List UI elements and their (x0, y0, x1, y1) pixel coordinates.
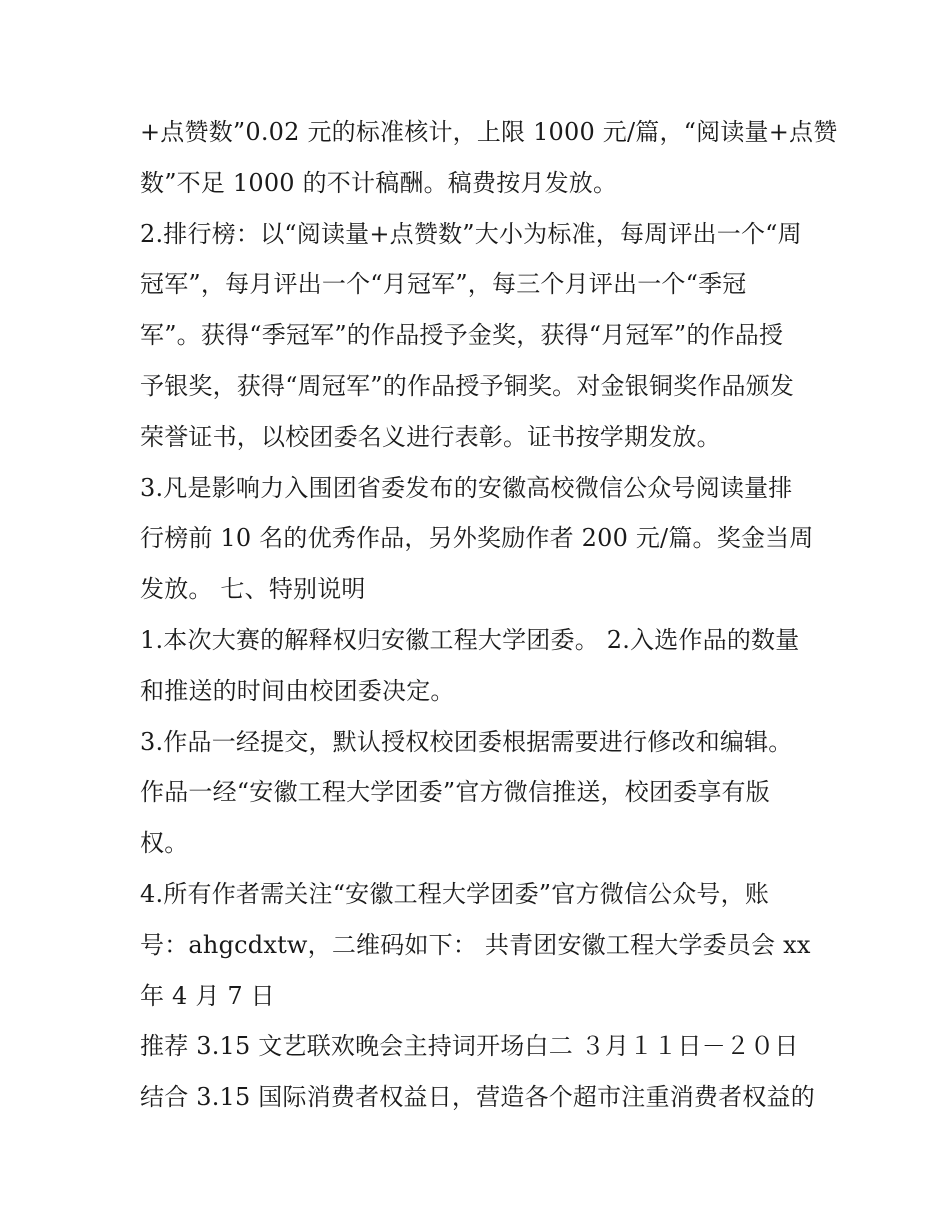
text-line: 4.所有作者需关注“安徽工程大学团委”官方微信公众号，账 (140, 879, 770, 908)
text-line: 数”不足 1000 的不计稿酬。稿费按月发放。 (140, 168, 618, 197)
text-line: 权。 (140, 829, 189, 858)
text-line: 冠军”，每月评出一个“月冠军”，每三个月评出一个“季冠 (140, 270, 747, 299)
text-line: 作品一经“安徽工程大学团委”官方微信推送，校团委享有版 (140, 778, 770, 807)
text-line: 荣誉证书，以校团委名义进行表彰。证书按学期发放。 (140, 422, 721, 451)
text-line: 结合 3.15 国际消费者权益日，营造各个超市注重消费者权益的 (140, 1083, 815, 1112)
text-line: 号：ahgcdxtw，二维码如下： 共青团安徽工程大学委员会 xx (140, 930, 811, 959)
text-line: 发放。 七、特别说明 (140, 575, 366, 604)
text-line: 2.排行榜：以“阅读量+点赞数”大小为标准，每周评出一个“周 (140, 219, 802, 248)
text-line: 予银奖，获得“周冠军”的作品授予铜奖。对金银铜奖作品颁发 (140, 371, 795, 400)
text-line: 和推送的时间由校团委决定。 (140, 676, 455, 705)
text-line: 年 4 月 7 日 (140, 981, 275, 1010)
text-line: 3.作品一经提交，默认授权校团委根据需要进行修改和编辑。 (140, 727, 793, 756)
text-line: +点赞数”0.02 元的标准核计，上限 1000 元/篇，“阅读量+点赞 (140, 118, 838, 146)
text-line: 1.本次大赛的解释权归安徽工程大学团委。 2.入选作品的数量 (140, 625, 800, 654)
text-line: 军”。获得“季冠军”的作品授予金奖，获得“月冠军”的作品授 (140, 321, 784, 350)
text-line: 3.凡是影响力入围团省委发布的安徽高校微信公众号阅读量排 (140, 473, 793, 502)
text-line: 推荐 3.15 文艺联欢晚会主持词开场白二 ３月１１日－２０日 (140, 1032, 799, 1061)
text-line: 行榜前 10 名的优秀作品，另外奖励作者 200 元/篇。奖金当周 (140, 524, 814, 553)
document-body (140, 107, 838, 1123)
